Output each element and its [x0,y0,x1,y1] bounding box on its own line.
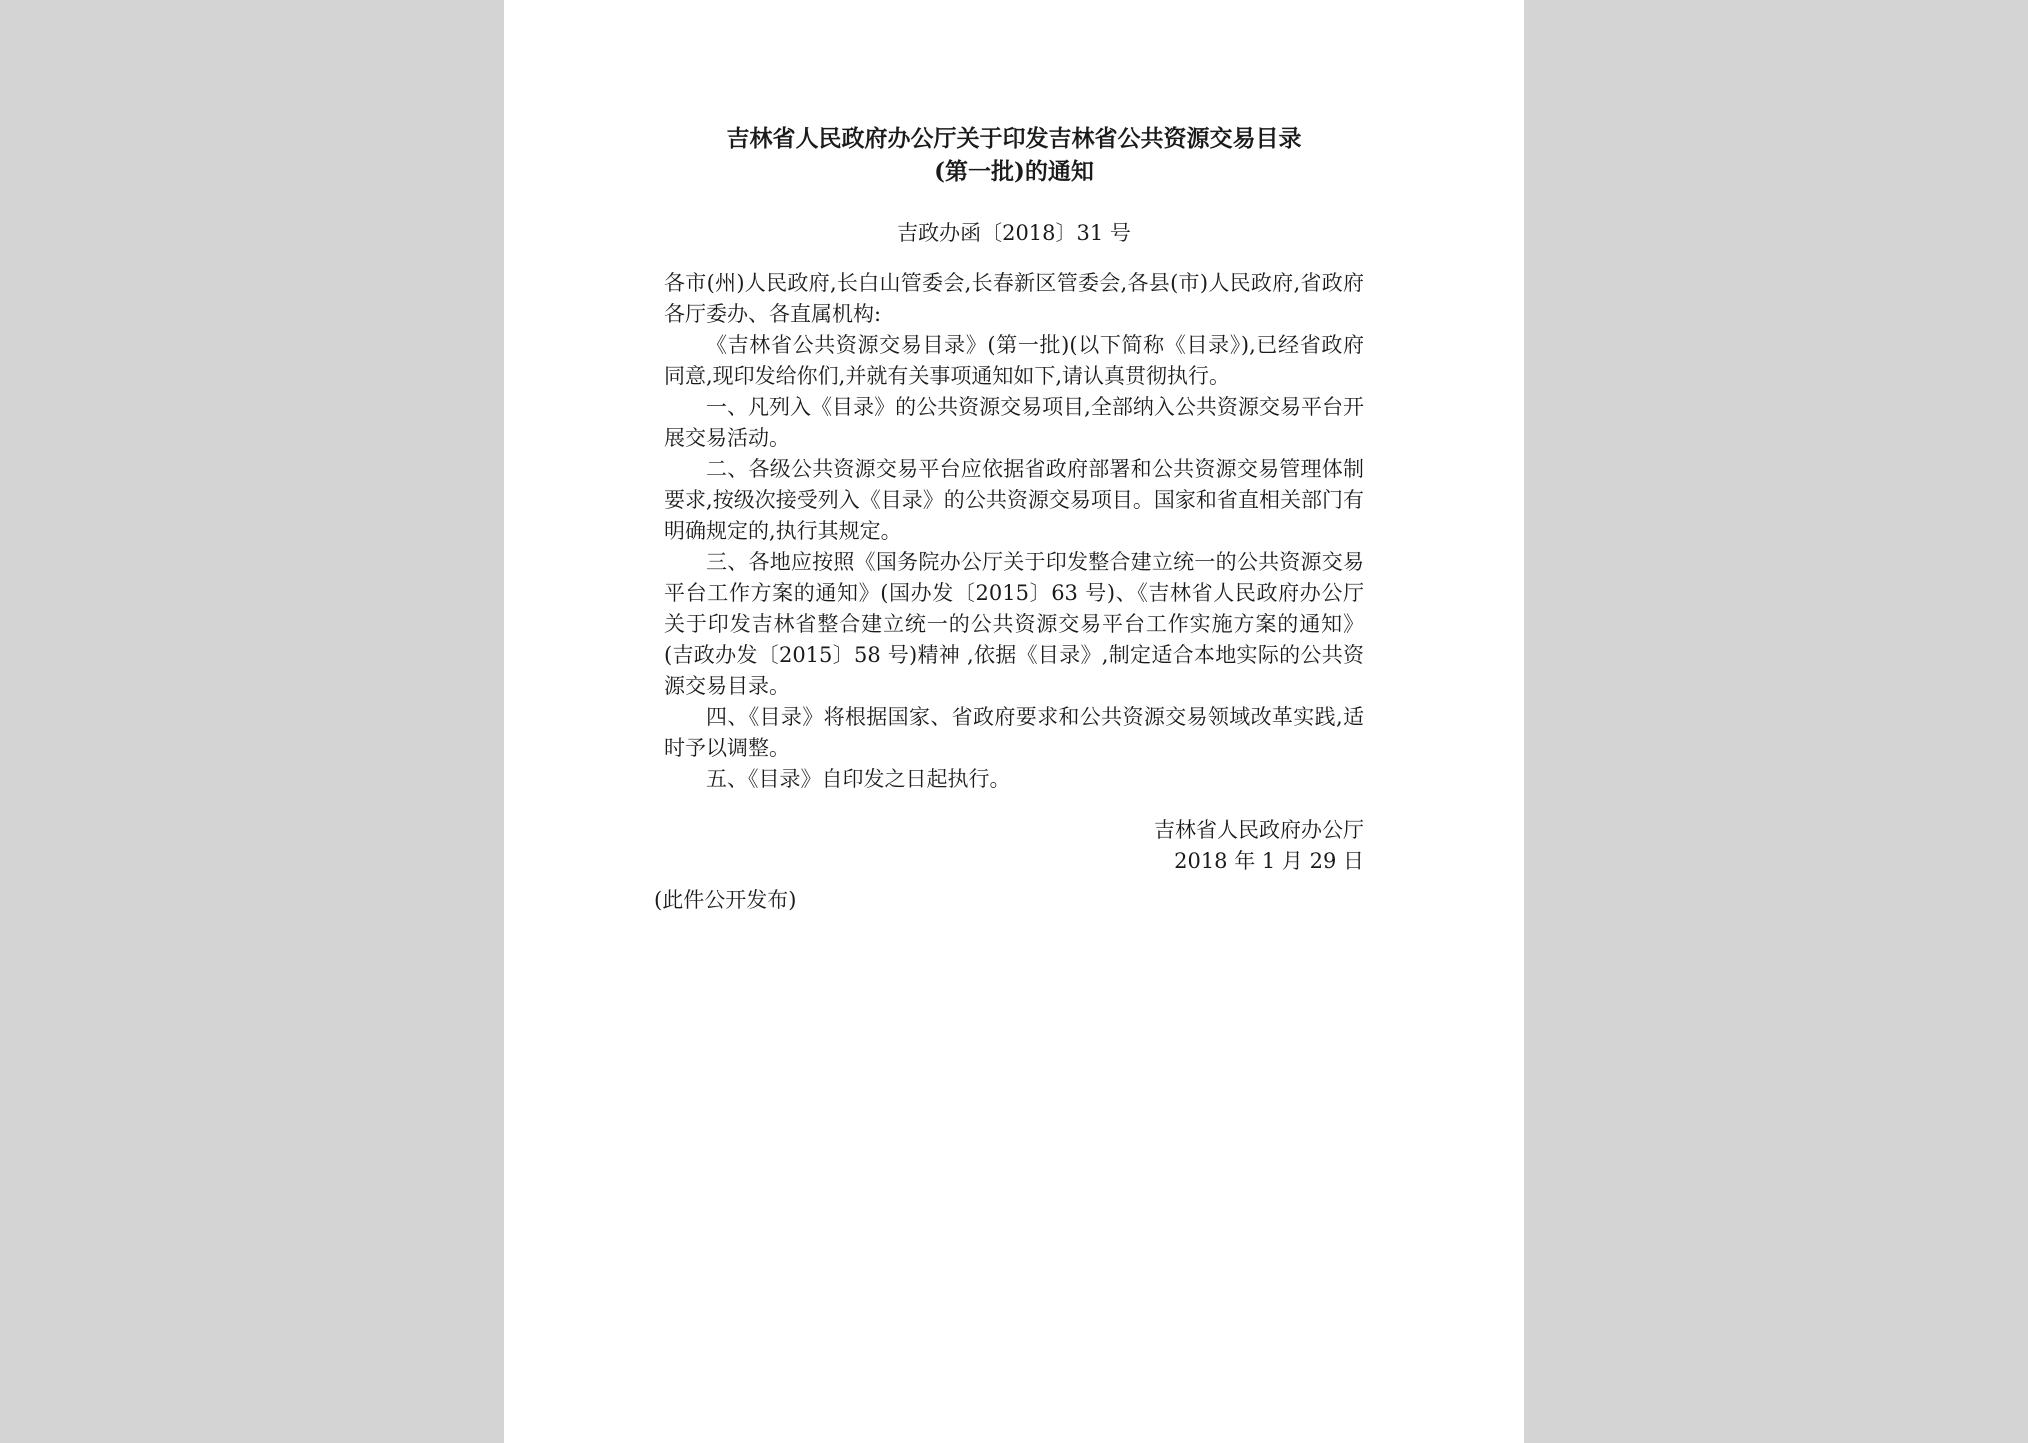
paragraph-item-4: 四、《目录》将根据国家、省政府要求和公共资源交易领域改革实践,适时予以调整。 [664,705,1364,760]
document-page [504,0,1524,1443]
signature-organization: 吉林省人民政府办公厅 [1154,818,1364,842]
document-content [654,122,1364,916]
paragraph-item-2: 二、各级公共资源交易平台应依据省政府部署和公共资源交易管理体制要求,按级次接受列入《目录》的公共资源交易项目。国家和省直相关部门有明确规定的,执行其规定。 [664,457,1364,543]
document-number: 吉政办函〔2018〕31 号 [897,221,1131,245]
addressee: 各市(州)人民政府,长白山管委会,长春新区管委会,各县(市)人民政府,省政府各厅委办、各直属机构: [664,271,1364,326]
paragraph-item-1: 一、凡列入《目录》的公共资源交易项目,全部纳入公共资源交易平台开展交易活动。 [664,395,1364,450]
document-body [664,268,1364,795]
paragraph-intro: 《吉林省公共资源交易目录》(第一批)(以下简称《目录》),已经省政府同意,现印发给你们,并就有关事项通知如下,请认真贯彻执行。 [664,333,1364,388]
signature-date: 2018 年 1 月 29 日 [1174,849,1364,873]
paragraph-item-3: 三、各地应按照《国务院办公厅关于印发整合建立统一的公共资源交易平台工作方案的通知》(国办发〔2015〕63 号)、《吉林省人民政府办公厅关于印发吉林省整合建立统一的公共资源交易平台工作实施方案的通知》(吉政办发〔2015〕58 号)精神 ,依据《目录》,制定适合本地实际的公共资源交易目录。 [664,550,1364,698]
paragraph-item-5: 五、《目录》自印发之日起执行。 [706,767,1011,791]
publication-note: (此件公开发布) [654,888,797,912]
document-title [664,122,1364,188]
title-line-1: 吉林省人民政府办公厅关于印发吉林省公共资源交易目录 [726,125,1302,152]
signature-block [664,815,1364,877]
title-line-2: (第一批)的通知 [934,158,1094,185]
